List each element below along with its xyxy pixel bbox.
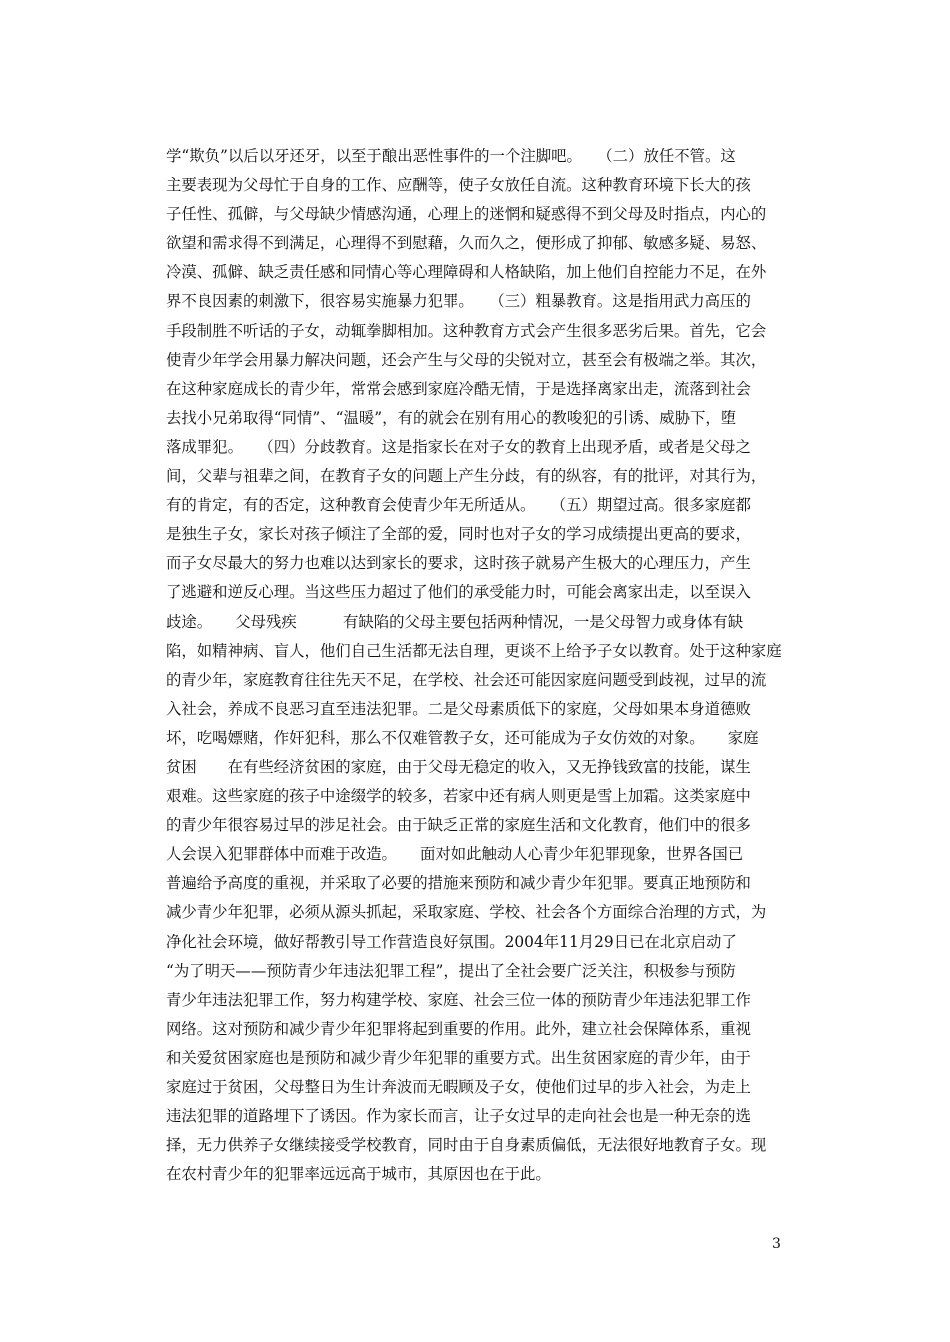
text-line: 择，无力供养子女继续接受学校教育，同时由于自身素质偏低，无法很好地教育子女。现 bbox=[166, 1136, 767, 1155]
text-line: 坏，吃喝嫖赌，作奸犯科，那么不仅难管教子女，还可能成为子女仿效的对象。 家庭 bbox=[166, 728, 759, 747]
text-line: 青少年违法犯罪工作，努力构建学校、家庭、社会三位一体的预防青少年违法犯罪工作 bbox=[166, 990, 751, 1009]
text-line: 了逃避和逆反心理。当这些压力超过了他们的承受能力时，可能会离家出走，以至误入 bbox=[166, 583, 751, 602]
text-line: 手段制胜不听话的子女，动辄拳脚相加。这种教育方式会产生很多恶劣后果。首先，它会 bbox=[166, 321, 767, 340]
text-line: 有的肯定，有的否定，这种教育会使青少年无所适从。 （五）期望过高。很多家庭都 bbox=[166, 496, 751, 515]
text-line: 艰难。这些家庭的孩子中途缀学的较多，若家中还有病人则更是雪上加霜。这类家庭中 bbox=[166, 787, 751, 806]
text-line: 和关爱贫困家庭也是预防和减少青少年犯罪的重要方式。出生贫困家庭的青少年，由于 bbox=[166, 1048, 751, 1067]
text-line: 网络。这对预防和减少青少年犯罪将起到重要的作用。此外，建立社会保障体系，重视 bbox=[166, 1019, 751, 1038]
text-line: 入社会，养成不良恶习直至违法犯罪。二是父母素质低下的家庭，父母如果本身道德败 bbox=[166, 699, 751, 718]
text-line: 间，父辈与祖辈之间，在教育子女的问题上产生分歧，有的纵容，有的批评，对其行为， bbox=[166, 467, 767, 486]
text-line: 主要表现为父母忙于自身的工作、应酬等，使子女放任自流。这种教育环境下长大的孩 bbox=[166, 176, 751, 195]
page-number: 3 bbox=[772, 1236, 781, 1252]
text-line: 是独生子女，家长对孩子倾注了全部的爱，同时也对子女的学习成绩提出更高的要求， bbox=[166, 525, 751, 544]
text-line: “为了明天——预防青少年违法犯罪工程”，提出了全社会要广泛关注，积极参与预防 bbox=[166, 961, 736, 980]
text-line: 陷，如精神病、盲人，他们自己生活都无法自理，更谈不上给予子女以教育。处于这种家庭 bbox=[166, 641, 782, 660]
text-line: 而子女尽最大的努力也难以达到家长的要求，这时孩子就易产生极大的心理压力，产生 bbox=[166, 554, 751, 573]
text-line: 净化社会环境，做好帮教引导工作营造良好氛围。2004年11月29日已在北京启动了 bbox=[166, 932, 737, 951]
text-line: 去找小兄弟取得“同情”、“温暖”，有的就会在别有用心的教唆犯的引诱、威胁下，堕 bbox=[166, 408, 737, 427]
text-line: 在这种家庭成长的青少年，常常会感到家庭冷酷无情，于是选择离家出走，流落到社会 bbox=[166, 379, 751, 398]
text-line: 在农村青少年的犯罪率远远高于城市，其原因也在于此。 bbox=[166, 1165, 551, 1184]
text-line: 欲望和需求得不到满足，心理得不到慰藉，久而久之，便形成了抑郁、敏感多疑、易怒、 bbox=[166, 234, 767, 253]
text-line: 减少青少年犯罪，必须从源头抓起，采取家庭、学校、社会各个方面综合治理的方式，为 bbox=[166, 903, 767, 922]
text-line: 学“欺负”以后以牙还牙，以至于酿出恶性事件的一个注脚吧。 （二）放任不管。这 bbox=[166, 147, 736, 165]
text-line: 落成罪犯。 （四）分歧教育。这是指家长在对子女的教育上出现矛盾，或者是父母之 bbox=[166, 437, 751, 456]
text-line: 的青少年，家庭教育往往先天不足，在学校、社会还可能因家庭问题受到歧视，过早的流 bbox=[166, 670, 767, 689]
text-line: 普遍给予高度的重视，并采取了必要的措施来预防和减少青少年犯罪。要真正地预防和 bbox=[166, 874, 751, 893]
text-line: 歧途。 父母残疾 有缺陷的父母主要包括两种情况，一是父母智力或身体有缺 bbox=[166, 612, 744, 631]
text-line: 使青少年学会用暴力解决问题，还会产生与父母的尖锐对立，甚至会有极端之举。其次， bbox=[166, 350, 767, 369]
text-line: 界不良因素的刺激下，很容易实施暴力犯罪。 （三）粗暴教育。这是指用武力高压的 bbox=[166, 292, 751, 311]
text-line: 的青少年很容易过早的涉足社会。由于缺乏正常的家庭生活和文化教育，他们中的很多 bbox=[166, 816, 751, 835]
text-line: 人会误入犯罪群体中而难于改造。 面对如此触动人心青少年犯罪现象，世界各国已 bbox=[166, 845, 744, 864]
text-line: 冷漠、孤僻、缺乏责任感和同情心等心理障碍和人格缺陷，加上他们自控能力不足，在外 bbox=[166, 263, 767, 282]
text-line: 家庭过于贫困，父母整日为生计奔波而无暇顾及子女，使他们过早的步入社会，为走上 bbox=[166, 1078, 751, 1096]
text-line: 违法犯罪的道路埋下了诱因。作为家长而言，让子女过早的走向社会也是一种无奈的选 bbox=[166, 1107, 751, 1126]
text-line: 子任性、孤僻，与父母缺少情感沟通，心理上的迷惘和疑惑得不到父母及时指点，内心的 bbox=[166, 205, 767, 224]
text-line: 贫困 在有些经济贫困的家庭，由于父母无稳定的收入，又无挣钱致富的技能，谋生 bbox=[166, 757, 751, 776]
body-text bbox=[166, 142, 806, 1189]
